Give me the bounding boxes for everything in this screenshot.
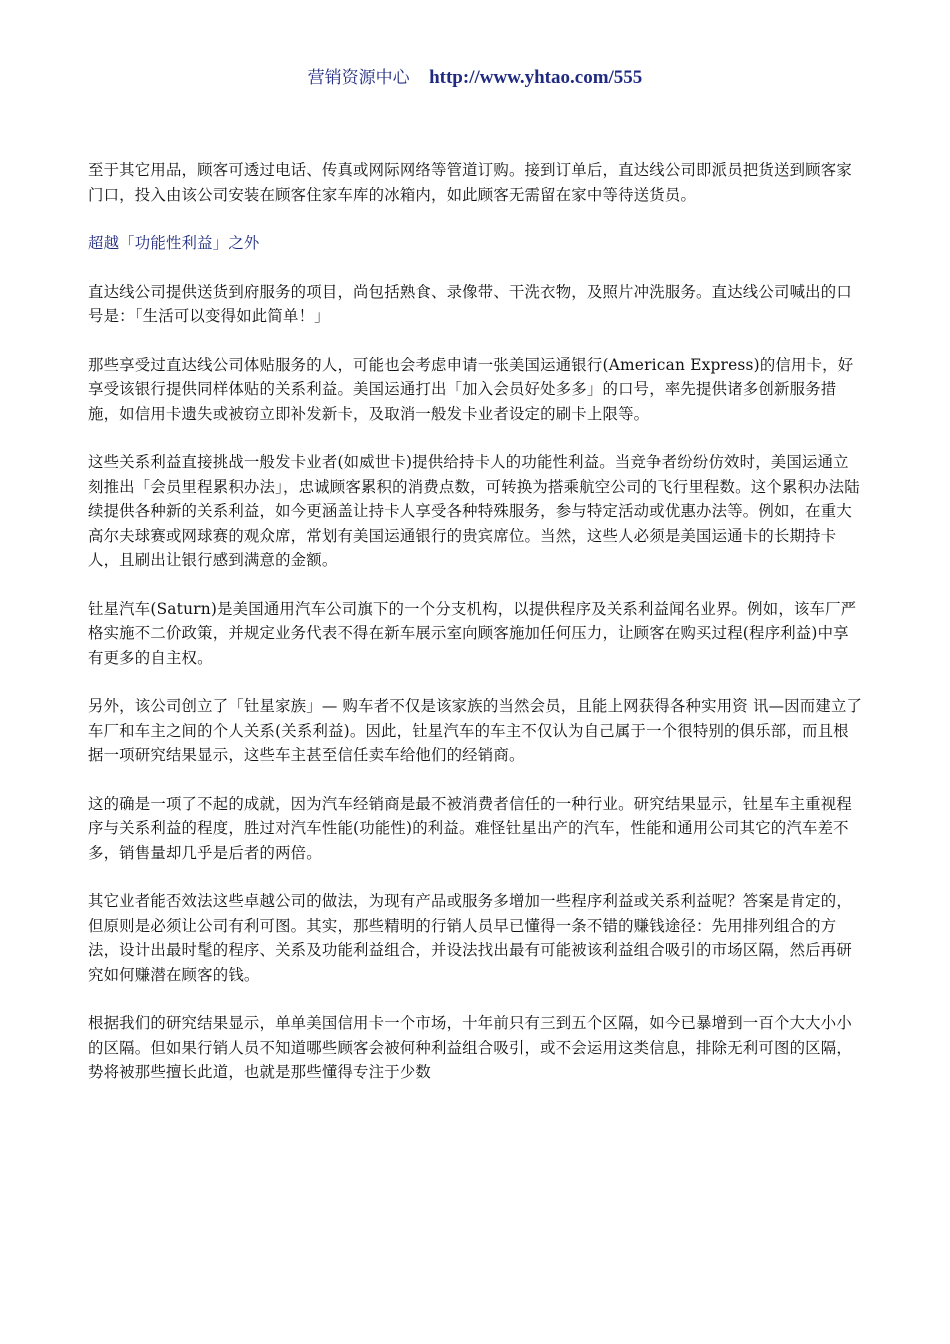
paragraph: 另外，该公司创立了「钍星家族」— 购车者不仅是该家族的当然会员，且能上网获得各种实用资 讯—因而建立了车厂和车主之间的个人关系(关系利益)。因此，钍星汽车的车主不仅认为自己属于一个很特别的俱乐部，而且根据一项研究结果显示，这些车主甚至信任卖车给他们的经销商。 <box>88 697 863 764</box>
paragraph: 这的确是一项了不起的成就，因为汽车经销商是最不被消费者信任的一种行业。研究结果显示，钍星车主重视程序与关系利益的程度，胜过对汽车性能(功能性)的利益。难怪钍星出产的汽车，性能和通用公司其它的汽车差不多，销售量却几乎是后者的两倍。 <box>88 794 852 862</box>
paragraph: 至于其它用品，顾客可透过电话、传真或网际网络等管道订购。接到订单后，直达线公司即派员把货送到顾客家门口，投入由该公司安装在顾客住家车库的冰箱内，如此顾客无需留在家中等待送货员。 <box>88 161 852 204</box>
section-heading: 超越「功能性利益」之外 <box>88 234 260 252</box>
paragraph: 钍星汽车(Saturn)是美国通用汽车公司旗下的一个分支机构，以提供程序及关系利益闻名业界。例如，该车厂严格实施不二价政策，并规定业务代表不得在新车展示室向顾客施加任何压力，让顾客在购买过程(程序利益)中享有更多的自主权。 <box>88 599 857 667</box>
page-header <box>0 66 950 90</box>
paragraph: 根据我们的研究结果显示，单单美国信用卡一个市场，十年前只有三到五个区隔，如今已暴增到一百个大大小小的区隔。但如果行销人员不知道哪些顾客会被何种利益组合吸引，或不会运用这类信息，排除无利可图的区隔，势将被那些擅长此道，也就是那些懂得专注于少数 <box>88 1014 852 1081</box>
paragraph: 那些享受过直达线公司体贴服务的人，可能也会考虑申请一张美国运通银行(American Express)的信用卡，好享受该银行提供同样体贴的关系利益。美国运通打出「加入会员好处多多」的口号，率先提供诸多创新服务措施，如信用卡遗失或被窃立即补发新卡，及取消一般发卡业者设定的刷卡上限等。 <box>88 355 854 423</box>
paragraph: 这些关系利益直接挑战一般发卡业者(如威世卡)提供给持卡人的功能性利益。当竞争者纷纷仿效时，美国运通立刻推出「会员里程累积办法」，忠诚顾客累积的消费点数，可转换为搭乘航空公司的飞行里程数。这个累积办法陆续提供各种新的关系利益，如今更涵盖让持卡人享受各种特殊服务，参与特定活动或优惠办法等。例如，在重大高尔夫球赛或网球赛的观众席，常划有美国运通银行的贵宾席位。当然，这些人必须是美国运通卡的长期持卡人，且刷出让银行感到满意的金额。 <box>88 453 860 569</box>
site-name: 营销资源中心 <box>307 68 410 88</box>
site-url-link[interactable]: http://www.yhtao.com/555 <box>429 67 643 88</box>
paragraph: 其它业者能否效法这些卓越公司的做法，为现有产品或服务多增加一些程序利益或关系利益呢？答案是肯定的，但原则是必须让公司有利可图。其实，那些精明的行销人员早已懂得一条不错的赚钱途径：先用排列组合的方法，设计出最时髦的程序、关系及功能利益组合，并设法找出最有可能被该利益组合吸引的市场区隔，然后再研究如何赚潜在顾客的钱。 <box>88 892 852 984</box>
paragraph: 直达线公司提供送货到府服务的项目，尚包括熟食、录像带、干洗衣物，及照片冲洗服务。直达线公司喊出的口号是：「生活可以变得如此简单！」 <box>88 282 852 325</box>
article-body <box>88 158 864 1109</box>
